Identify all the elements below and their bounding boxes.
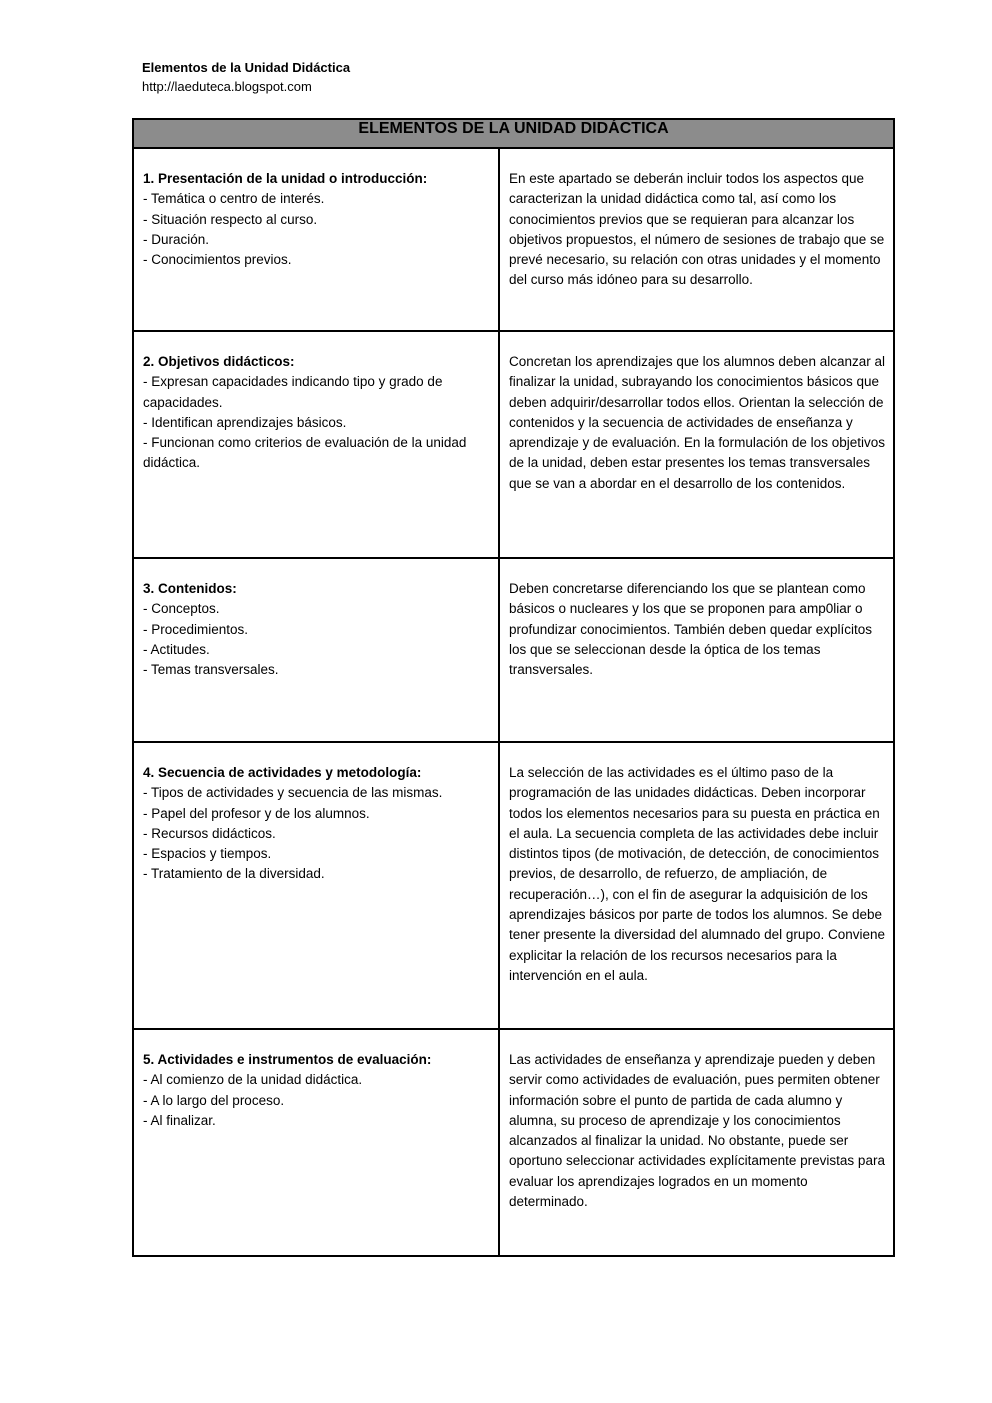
- element-item: - Recursos didácticos.: [143, 825, 276, 841]
- element-item: - Conocimientos previos.: [143, 252, 292, 268]
- element-item: - Papel del profesor y de los alumnos.: [143, 805, 370, 821]
- element-item: - Temática o centro de interés.: [143, 191, 325, 207]
- element-item: - Procedimientos.: [143, 621, 249, 637]
- element-cell: [133, 1029, 499, 1256]
- element-heading: 3. Contenidos:: [143, 581, 237, 596]
- element-item: - Funcionan como criterios de evaluación de la unidad didáctica.: [143, 435, 467, 471]
- element-cell: [133, 558, 499, 742]
- element-item: - Al finalizar.: [143, 1112, 216, 1128]
- description-cell: Concretan los aprendizajes que los alumnos deben alcanzar al finalizar la unidad, subrayando los conocimientos básicos que deben adquirir/desarrollar todos ellos. Orientan la selección de contenidos y la secuencia de actividades de enseñanza y aprendizaje y de evaluación. En la formulación de los objetivos de la unidad, deben estar presentes los temas transversales que se van a abordar en el desarrollo de los contenidos.: [499, 331, 894, 558]
- element-item: - Identifican aprendizajes básicos.: [143, 414, 347, 430]
- document-title: Elementos de la Unidad Didáctica: [142, 60, 351, 75]
- table-row: [133, 1029, 894, 1256]
- page-header: [142, 58, 350, 96]
- element-item: - Al comienzo de la unidad didáctica.: [143, 1072, 363, 1088]
- table-row: [133, 148, 894, 331]
- element-item: - Temas transversales.: [143, 662, 279, 678]
- element-heading: 1. Presentación de la unidad o introducción:: [143, 171, 428, 186]
- elements-table: [132, 118, 895, 1257]
- element-item: - Tipos de actividades y secuencia de las mismas.: [143, 785, 443, 801]
- element-item: - Situación respecto al curso.: [143, 211, 318, 227]
- element-heading: 5. Actividades e instrumentos de evaluación:: [143, 1052, 432, 1067]
- table-row: [133, 331, 894, 558]
- blog-url[interactable]: http://laeduteca.blogspot.com: [142, 79, 312, 94]
- element-cell: [133, 148, 499, 331]
- element-heading: 2. Objetivos didácticos:: [143, 354, 295, 369]
- element-cell: [133, 331, 499, 558]
- table-row: [133, 742, 894, 1029]
- description-cell: En este apartado se deberán incluir todos los aspectos que caracterizan la unidad didáctica como tal, así como los conocimientos previos que se requieran para alcanzar los objetivos propuestos, el número de sesiones de trabajo que se prevé necesario, su relación con otras unidades y el momento del curso más idóneo para su desarrollo.: [499, 148, 894, 331]
- description-cell: Las actividades de enseñanza y aprendizaje pueden y deben servir como actividades de evaluación, pues permiten obtener información sobre el punto de partida de cada alumno y alumna, su proceso de aprendizaje y los conocimientos alcanzados al finalizar la unidad. No obstante, puede ser oportuno seleccionar actividades explícitamente previstas para evaluar los aprendizajes logrados en un momento determinado.: [499, 1029, 894, 1256]
- element-item: - Duración.: [143, 231, 210, 247]
- table-row: [133, 558, 894, 742]
- element-cell: [133, 742, 499, 1029]
- description-cell: La selección de las actividades es el último paso de la programación de las unidades didácticas. Deben incorporar todos los elementos necesarios para su puesta en práctica en el aula. La secuencia completa de las actividades debe incluir distintos tipos (de motivación, de detección, de conocimientos previos, de desarrollo, de refuerzo, de ampliación, de recuperación…), con el fin de asegurar la adquisición de los aprendizajes básicos por parte de todos los alumnos. Se debe tener presente la diversidad del alumnado del grupo. Conviene explicitar la relación de los recursos necesarios para la intervención en el aula.: [499, 742, 894, 1029]
- element-item: - Tratamiento de la diversidad.: [143, 866, 325, 882]
- element-item: - Conceptos.: [143, 601, 220, 617]
- element-item: - Espacios y tiempos.: [143, 846, 272, 862]
- element-item: - A lo largo del proceso.: [143, 1092, 285, 1108]
- element-heading: 4. Secuencia de actividades y metodología:: [143, 765, 422, 780]
- element-item: - Actitudes.: [143, 641, 210, 657]
- element-item: - Expresan capacidades indicando tipo y grado de capacidades.: [143, 374, 443, 410]
- table-title: ELEMENTOS DE LA UNIDAD DIDÁCTICA: [133, 119, 894, 148]
- description-cell: Deben concretarse diferenciando los que se plantean como básicos o nucleares y los que se proponen para amp0liar o profundizar conocimientos. También deben quedar explícitos los que se seleccionan desde la óptica de los temas transversales.: [499, 558, 894, 742]
